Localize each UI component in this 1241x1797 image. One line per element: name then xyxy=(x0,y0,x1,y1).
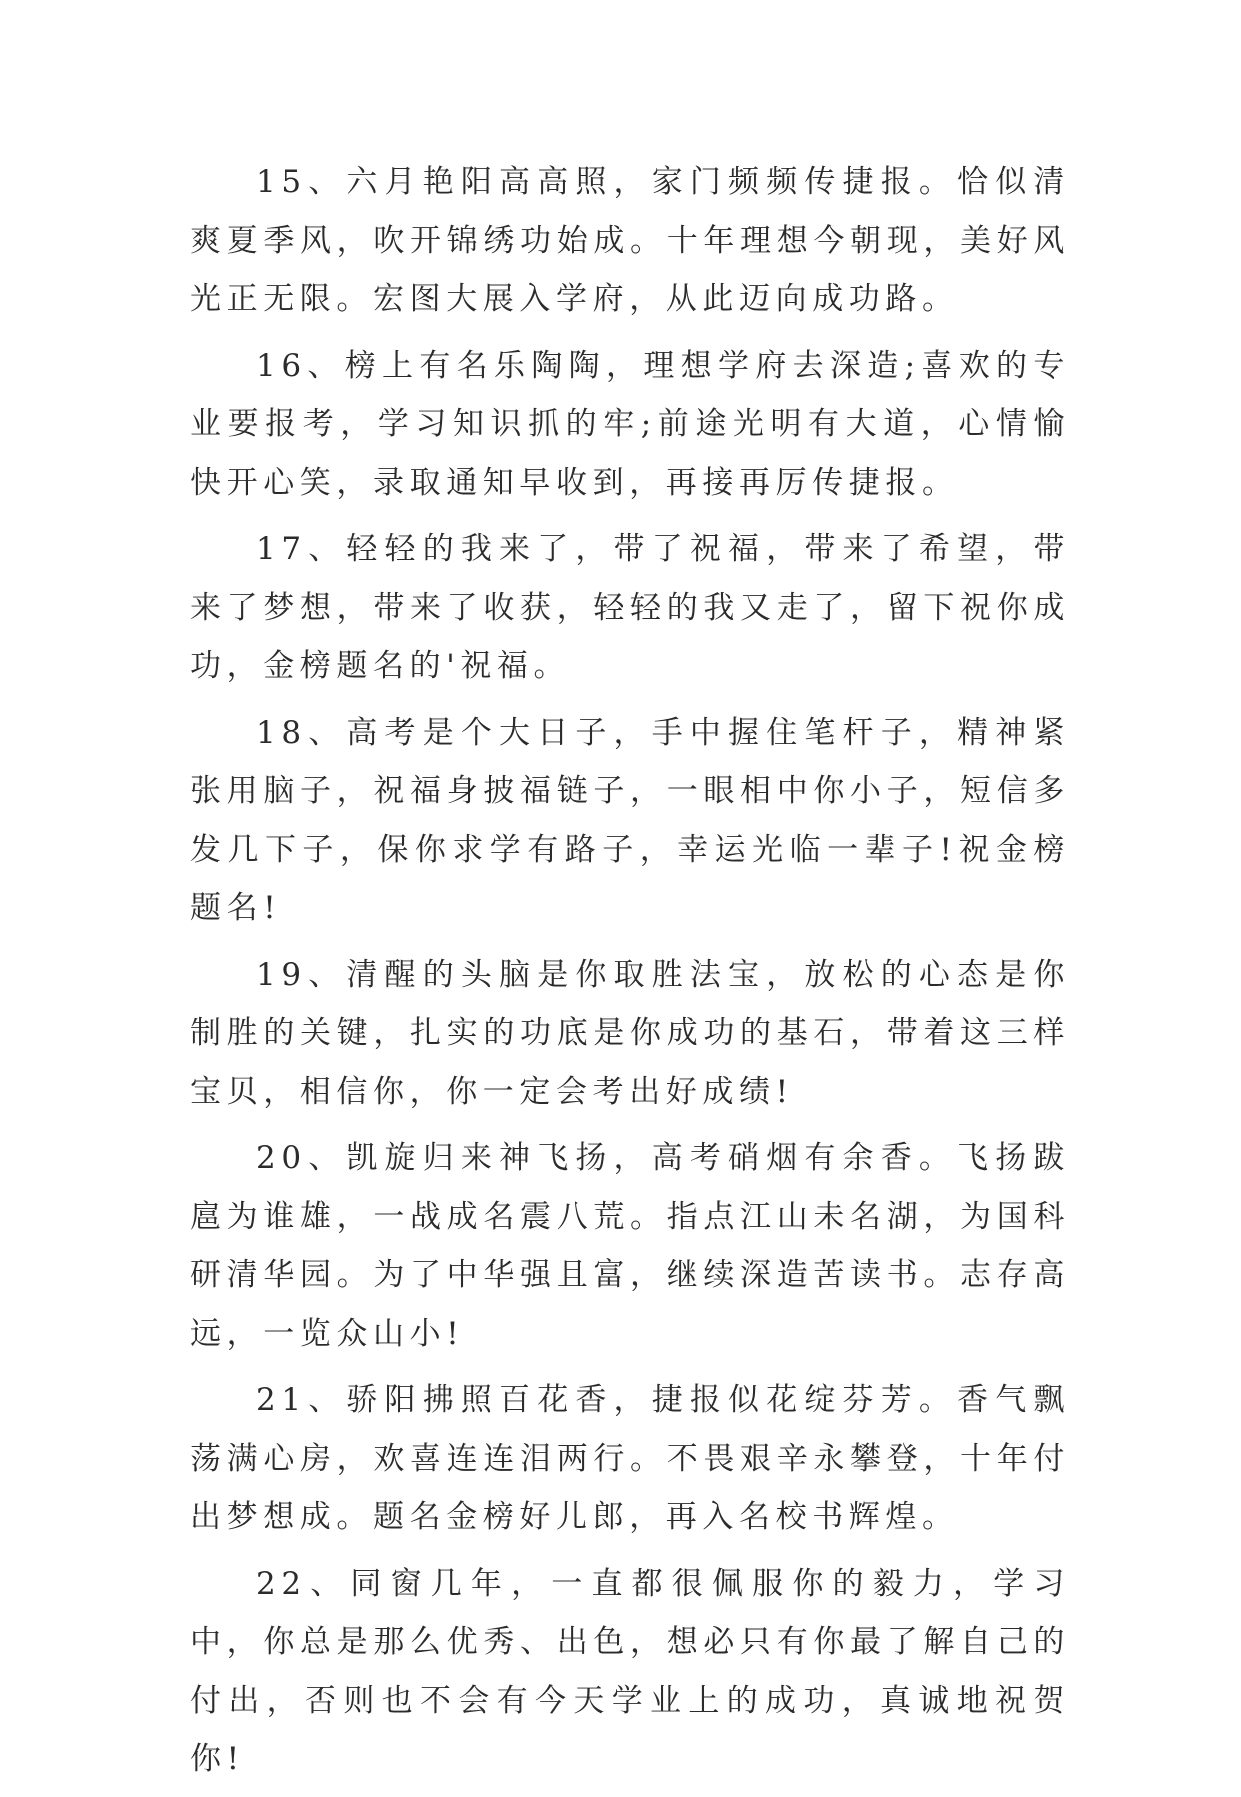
document-body xyxy=(190,153,1070,1797)
paragraph-20: 20、凯旋归来神飞扬，高考硝烟有余香。飞扬跋扈为谁雄，一战成名震八荒。指点江山未名湖，为国科研清华园。为了中华强且富，继续深造苦读书。志存高远，一览众山小! xyxy=(190,1140,1070,1352)
paragraph-22: 22、同窗几年，一直都很佩服你的毅力，学习中，你总是那么优秀、出色，想必只有你最了解自己的付出，否则也不会有今天学业上的成功，真诚地祝贺你! xyxy=(190,1565,1070,1777)
paragraph-21: 21、骄阳拂照百花香，捷报似花绽芬芳。香气飘荡满心房，欢喜连连泪两行。不畏艰辛永攀登，十年付出梦想成。题名金榜好儿郎，再入名校书辉煌。 xyxy=(190,1382,1070,1535)
paragraph-18: 18、高考是个大日子，手中握住笔杆子，精神紧张用脑子，祝福身披福链子，一眼相中你小子，短信多发几下子，保你求学有路子，幸运光临一辈子!祝金榜题名! xyxy=(190,714,1070,926)
paragraph-17: 17、轻轻的我来了，带了祝福，带来了希望，带来了梦想，带来了收获，轻轻的我又走了，留下祝你成功，金榜题名的'祝福。 xyxy=(190,531,1070,684)
paragraph-19: 19、清醒的头脑是你取胜法宝，放松的心态是你制胜的关键，扎实的功底是你成功的基石，带着这三样宝贝，相信你，你一定会考出好成绩! xyxy=(190,956,1070,1110)
paragraph-16: 16、榜上有名乐陶陶，理想学府去深造;喜欢的专业要报考，学习知识抓的牢;前途光明有大道，心情愉快开心笑，录取通知早收到，再接再厉传捷报。 xyxy=(190,347,1070,501)
paragraph-15: 15、六月艳阳高高照，家门频频传捷报。恰似清爽夏季风，吹开锦绣功始成。十年理想今朝现，美好风光正无限。宏图大展入学府，从此迈向成功路。 xyxy=(190,164,1070,317)
